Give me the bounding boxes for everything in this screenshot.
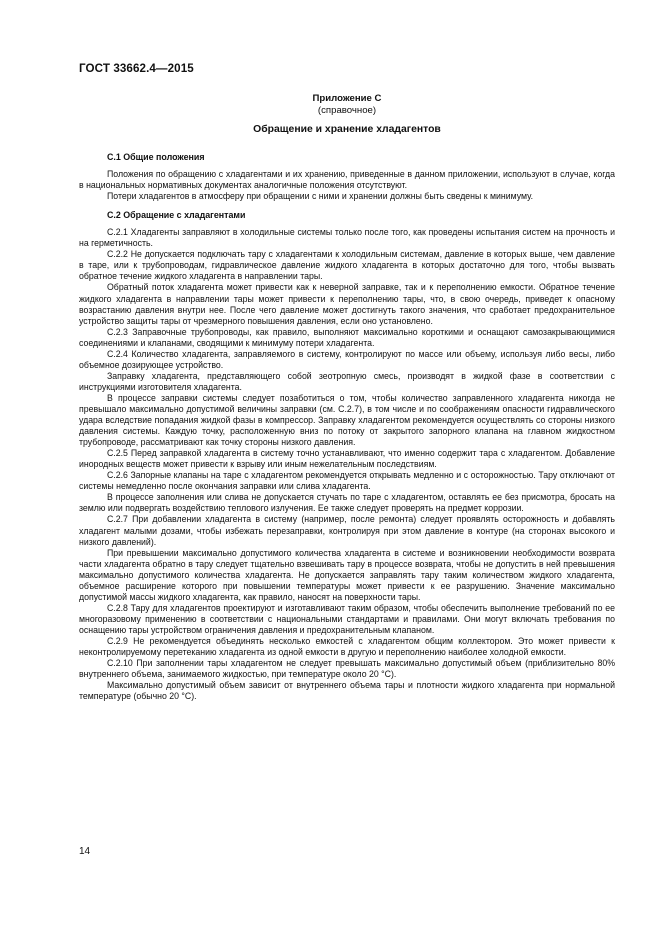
paragraph: С.2.10 При заполнении тары хладагентом не следует превышать максимально допустимый объем (приблизительно 80% внутреннего объема, занимаемого жидкостью, при температуре около 20 °С). (79, 658, 615, 680)
paragraph: Положения по обращению с хладагентами и их хранению, приведенные в данном приложении, используют в случае, когда в национальных нормативных документах аналогичные положения отсутствуют. (79, 169, 615, 191)
paragraph: С.2.3 Заправочные трубопроводы, как правило, выполняют максимально короткими и оснащают самозакрывающимися соединениями и клапанами, сводящими к минимуму потери хладагента. (79, 326, 615, 348)
paragraph: С.2.7 При добавлении хладагента в систему (например, после ремонта) следует проявлять осторожность и добавлять хладагент малыми дозами, чтобы избежать перезаправки, контролируя при этом давление в контуре (на сторонах высокого и низкого давлений). (79, 514, 615, 547)
paragraph: С.2.2 Не допускается подключать тару с хладагентами к холодильным системам, давление в которых выше, чем давление в таре, или к трубопроводам, гидравлическое давление жидкого хладагента в которых достаточно для того, чтобы вызвать обратное течение жидкого хладагента в направлении тары. (79, 249, 615, 282)
page-number: 14 (79, 846, 91, 857)
section-heading-c1: С.1 Общие положения (107, 152, 205, 162)
paragraph: С.2.6 Запорные клапаны на таре с хладагентом рекомендуется открывать медленно и с осторожностью. Тару отключают от системы немедленно после окончания заправки или слива хладагента. (79, 470, 615, 492)
standard-code: ГОСТ 33662.4—2015 (79, 62, 194, 75)
section-heading-c2: С.2 Обращение с хладагентами (107, 210, 246, 221)
paragraph: Максимально допустимый объем зависит от внутреннего объема тары и плотности жидкого хладагента при нормальной температуре (обычно 20 °С). (79, 680, 615, 702)
paragraph: С.2.1 Хладагенты заправляют в холодильные системы только после того, как проведены испытания систем на прочность и на герметичность. (79, 227, 615, 249)
paragraph: С.2.5 Перед заправкой хладагента в систему точно устанавливают, что именно содержит тара с хладагентом. Добавление инородных веществ может привести к взрыву или иным нежелательным последствиям. (79, 448, 615, 470)
paragraph: При превышении максимально допустимого количества хладагента в системе и возникновении необходимости возврата части хладагента обратно в тару следует тщательно взвешивать тару в процессе возврата, чтобы не допустить в ней превышения максимально допустимого количества хладагента. Не допускается заправлять тару таким количеством жидкого хладагента, объемное расширение которого при повышении температуры может привести к ее разрушению. Значение максимально допустимой массы жидкого хладагента, как правило, наносят на поверхности тары. (79, 547, 615, 602)
annex-title: Обращение и хранение хладагентов (253, 124, 441, 135)
annex-label: Приложение С (312, 93, 382, 104)
paragraph: С.2.9 Не рекомендуется объединять несколько емкостей с хладагентом общим коллектором. Это может привести к неконтролируемому перетеканию хладагента из одной емкости в другую и переполнению наиболее холодной емкости. (79, 635, 615, 658)
paragraph: В процессе заполнения или слива не допускается стучать по таре с хладагентом, оставлять ее без присмотра, бросать на землю или подвергать воздействию теплового излучения. Ее также следует проверять на предмет коррозии. (79, 492, 615, 514)
paragraph: В процессе заправки системы следует позаботиться о том, чтобы количество заправленного хладагента никогда не превышало максимально допустимой величины заправки (см. С.2.7), в том числе и по соображениям опасности гидравлического удара вследствие попадания жидкой фазы в компрессор. Заправку хладагентом рекомендуется осуществлять со стороны низкого давления системы. Каждую точку, расположенную вниз по потоку от закрытого запорного клапана на главном жидкостном трубопроводе, рассматривают как точку стороны низкого давления. (79, 392, 615, 448)
paragraph: Заправку хладагента, представляющего собой зеотропную смесь, производят в жидкой фазе в соответствии с инструкциями изготовителя хладагента. (79, 370, 615, 392)
paragraph: Обратный поток хладагента может привести как к неверной заправке, так и к переполнению емкости. Обратное течение жидкого хладагента в направлении тары может привести к переполнению тары, что, в свою очередь, приведет к опасному возрастанию давления внутри нее. После чего давление может достигнуть такого значения, что сработает предохранительное устройство защиты тары от чрезмерного повышения давления, если оно установлено. (79, 282, 615, 326)
paragraph: Потери хладагентов в атмосферу при обращении с ними и хранении должны быть сведены к минимуму. (107, 191, 534, 202)
paragraph: С.2.8 Тару для хладагентов проектируют и изготавливают таким образом, чтобы обеспечить выполнение требований по ее многоразовому применению в соответствии с национальными стандартами и правилами. Они могут включать требования по оснащению тары устройством ограничения давления и предохранительным клапаном. (79, 602, 615, 635)
annex-body (79, 152, 615, 702)
paragraph: С.2.4 Количество хладагента, заправляемого в систему, контролируют по массе или объему, используя либо весы, либо объемное дозирующее устройство. (79, 348, 615, 370)
annex-type: (справочное) (317, 105, 377, 116)
